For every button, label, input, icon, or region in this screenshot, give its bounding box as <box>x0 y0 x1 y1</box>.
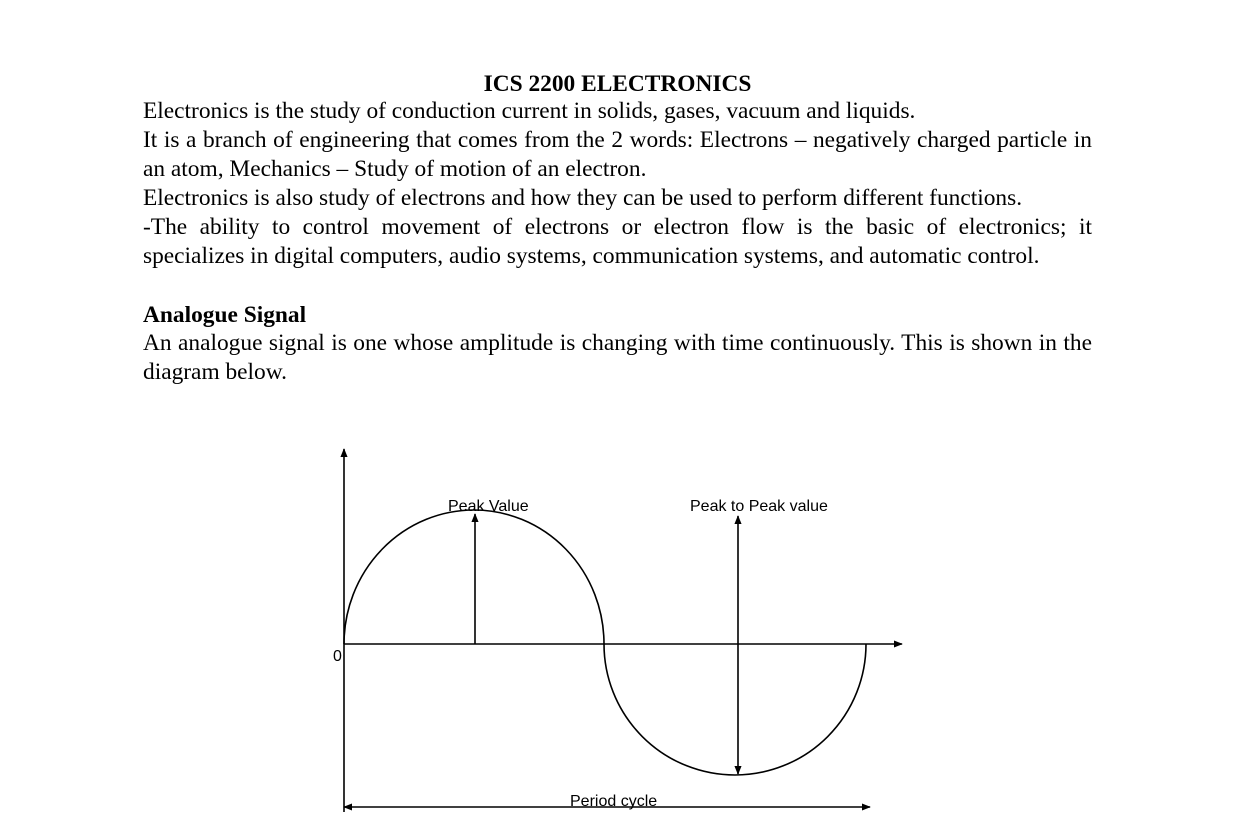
origin-label: 0 <box>333 648 342 665</box>
document-title: ICS 2200 ELECTRONICS <box>483 71 752 97</box>
document-body <box>143 68 1092 387</box>
paragraph-functions: Electronics is also study of electrons and how they can be used to perform different functions. <box>143 185 1023 211</box>
paragraph-control: -The ability to control movement of electrons or electron flow is the basic of electronics; it specializes in digital computers, audio systems, communication systems, and automatic control. <box>143 214 1092 269</box>
paragraph-definition: Electronics is the study of conduction current in solids, gases, vacuum and liquids. <box>143 98 916 124</box>
negative-half-cycle <box>604 644 866 775</box>
section-paragraph: An analogue signal is one whose amplitude is changing with time continuously. This is shown in the diagram below. <box>143 330 1092 385</box>
section-heading: Analogue Signal <box>143 302 307 328</box>
paragraph-spacer <box>143 271 1092 300</box>
paragraph-etymology: It is a branch of engineering that comes from the 2 words: Electrons – negatively charged particle in an atom, Mechanics – Study of motion of an electron. <box>143 127 1092 182</box>
peak-to-peak-label: Peak to Peak value <box>690 498 828 515</box>
period-cycle-label: Period cycle <box>570 793 658 810</box>
peak-value-label: Peak Value <box>448 498 529 515</box>
positive-half-cycle <box>344 510 604 644</box>
